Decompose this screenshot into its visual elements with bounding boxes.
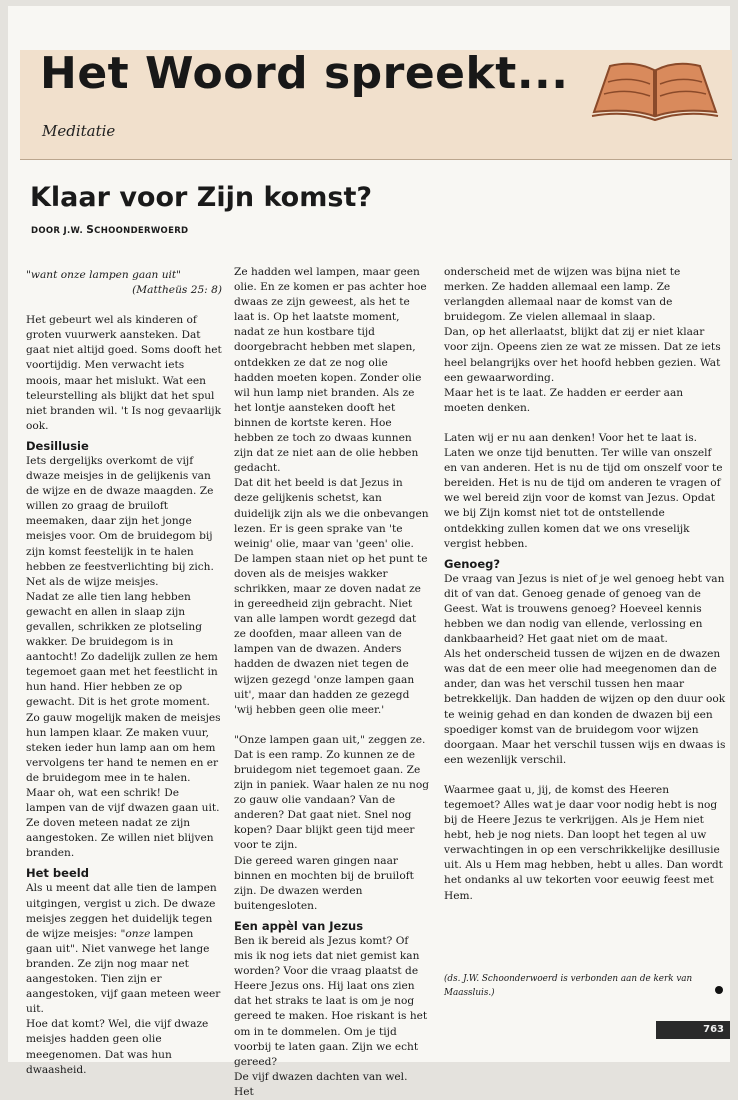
byline-prefix: DOOR J.W.: [31, 226, 87, 236]
paragraph: Maar oh, wat een schrik! De lampen van de vijf dwazen gaan uit. Ze doven meteen nadat ze zijn aangestoken. Ze willen niet blijven branden.: [26, 787, 220, 860]
section-title: Het Woord spreekt...: [40, 48, 569, 99]
paragraph: Zo gauw mogelijk maken de meisjes hun lampen klaar. Ze maken vuur, steken ieder hun lamp aan om hem vervolgens ter hand te nemen en er de bruidegom mee in te halen.: [26, 711, 221, 784]
magazine-page: [8, 6, 730, 1098]
byline: [31, 224, 188, 236]
subheading-genoeg: Genoeg?: [444, 556, 501, 571]
section-header: [20, 50, 732, 160]
paragraph: De vraag van Jezus is niet of je wel genoeg hebt van dit of van dat. Genoeg genade of genoeg van de Geest. Wat is trouwens genoeg? Hoeveel kennis hebben we dan nodig van ellende, verlossing en dankbaarheid? Het gaat niet om de maat.: [444, 572, 725, 646]
paragraph: Ze hadden wel lampen, maar geen olie. En ze komen er pas achter hoe dwaas ze zijn geweest, als het te laat is. Op het laatste moment, nadat ze hun kostbare tijd doorgebracht hebben met slapen, ontdekken ze dat ze nog olie hadden moeten kopen. Zonder olie wil hun lamp niet branden. Als ze het lontje aansteken dooft het binnen de kortste keren. Hoe hebben ze toch zo dwaas kunnen zijn dat ze niet aan de olie hebben gedacht.: [234, 266, 427, 475]
bible-quote: "want onze lampen gaan uit": [26, 269, 182, 281]
open-book-icon: [590, 54, 720, 124]
paragraph: Als u meent dat alle tien de lampen uitgingen, vergist u zich. De dwaze meisjes zeggen het duidelijk tegen de wijze meisjes: "onze lampen gaan uit". Niet vanwege het lange branden. Ze zijn nog maar net aangestoken. Tien zijn er aangestoken, vijf gaan meteen weer uit.: [26, 882, 221, 1016]
subheading-desillusie: Desillusie: [26, 438, 89, 453]
end-mark-icon: [715, 986, 723, 994]
paragraph: Iets dergelijks overkomt de vijf dwaze meisjes in de gelijkenis van de wijze en de dwaze maagden. Ze willen zo graag de bruiloft meemaken, daar zijn het jonge meisjes voor. Om de bruidegom bij zijn komst feestelijk in te halen hebben ze feestverlichting bij zich. Net als de wijze meisjes.: [26, 454, 214, 588]
paragraph: Maar het is te laat. Ze hadden er eerder aan moeten denken.: [444, 386, 684, 414]
paragraph: Ben ik bereid als Jezus komt? Of mis ik nog iets dat niet gemist kan worden? Voor die vraag plaatst de Heere Jezus ons. Hij laat ons zien dat het straks te laat is om je nog gereed te maken. Hoe riskant is het om in te dommelen. Om je tijd voorbij te laten gaan. Zijn we echt gereed?: [234, 934, 428, 1068]
byline-name: CHOONDERWOERD: [94, 226, 189, 236]
paragraph: "Onze lampen gaan uit," zeggen ze. Dat is een ramp. Zo kunnen ze de bruidegom niet tegemoet gaan. Ze zijn in paniek. Waar halen ze nu nog zo gauw olie vandaan? Van de anderen? Dat gaat niet. Snel nog kopen? Daar blijkt geen tijd meer voor te zijn.: [234, 733, 429, 852]
paragraph: Nadat ze alle tien lang hebben gewacht en allen in slaap zijn gevallen, schrikken ze plotseling wakker. De bruidegom is in aantocht! Zo dadelijk zullen ze hem tegemoet gaan met het feestlicht in hun hand. Hier hebben ze op gewacht. Dit is het grote moment.: [26, 590, 218, 709]
column-2: [234, 265, 430, 1100]
paragraph: Waarmee gaat u, jij, de komst des Heeren tegemoet? Alles wat je daar voor nodig hebt is nog bij de Heere Jezus te verkrijgen. Als je Hem niet hebt, heb je nog niets. Dan loopt het tegen al uw verwachtingen in op een verschrikkelijke desillusie uit. Als u Hem mag hebben, hebt u alles. Dan wordt het ondanks al uw tekorten voor eeuwig feest met Hem.: [444, 783, 723, 902]
bible-reference: (Mattheüs 25: 8): [132, 284, 222, 297]
page-number: 763: [656, 1021, 730, 1039]
paragraph: Dan, op het allerlaatst, blijkt dat zij er niet klaar voor zijn. Opeens zien ze wat ze missen. Dat ze iets heel belangrijks over het hoofd hebben gezien. Wat een gewaarwording.: [444, 326, 721, 384]
subheading-appel: Een appèl van Jezus: [234, 918, 364, 933]
article-title: Klaar voor Zijn komst?: [30, 182, 373, 213]
byline-initial: S: [86, 224, 95, 236]
subheading-het-beeld: Het beeld: [26, 866, 89, 881]
column-3: [444, 265, 726, 904]
paragraph: Laten wij er nu aan denken! Voor het te laat is. Laten we onze tijd benutten. Ter wille van onszelf en van anderen. Het is nu de tijd om onszelf voor te bereiden. Het is nu de tijd om anderen te vragen of we wel bereid zijn voor de komst van Jezus. Opdat we bij Zijn komst niet tot de ontstellende ontdekking zullen komen dat we ons vreselijk vergist hebben.: [444, 431, 723, 550]
paragraph: De vijf dwazen dachten van wel. Het: [234, 1070, 408, 1098]
column-1: [26, 268, 222, 1078]
paragraph: Dat dit het beeld is dat Jezus in deze gelijkenis schetst, kan duidelijk zijn als we die onbevangen lezen. Er is geen sprake van 'te weinig' olie, maar van 'geen' olie. De lampen staan niet op het punt te doven als de meisjes wakker schrikken, maar ze doven nadat ze in gereedheid zijn gebracht. Niet van alle lampen wordt gezegd dat ze doofden, maar alleen van de lampen van de dwazen. Anders hadden de dwazen niet tegen de wijzen gezegd 'onze lampen gaan uit', maar dan hadden ze gezegd 'wij hebben geen olie meer.': [234, 477, 429, 716]
section-subtitle: Meditatie: [42, 122, 116, 140]
paragraph: Hoe dat komt? Wel, die vijf dwaze meisjes hadden geen olie meegenomen. Dat was hun dwaasheid.: [26, 1018, 209, 1076]
paragraph: Die gereed waren gingen naar binnen en mochten bij de bruiloft zijn. De dwazen werden buitengesloten.: [234, 854, 414, 912]
paragraph: onderscheid met de wijzen was bijna niet te merken. Ze hadden allemaal een lamp. Ze verlangden allemaal naar de komst van de bruidegom. Ze vielen allemaal in slaap.: [444, 266, 681, 324]
author-note: (ds. J.W. Schoonderwoerd is verbonden aan de kerk van Maassluis.): [444, 974, 693, 998]
paragraph: Het gebeurt wel als kinderen of groten vuurwerk aansteken. Dat gaat niet altijd goed. Soms dooft het voortijdig. Men verwacht iets moois, maar het mislukt. Wat een teleurstelling als blijkt dat het spul niet branden wil. 't Is nog gevaarlijk ook.: [26, 314, 222, 432]
paragraph: Als het onderscheid tussen de wijzen en de dwazen was dat de een meer olie had meegenomen dan de ander, dan was het verschil tussen hen maar betrekkelijk. Dan hadden de wijzen op den duur ook te weinig gehad en dan konden de dwazen bij een spoediger komst van de bruidegom voor wijzen doorgaan. Maar het verschil tussen wijs en dwaas is een wezenlijk verschil.: [444, 648, 726, 766]
